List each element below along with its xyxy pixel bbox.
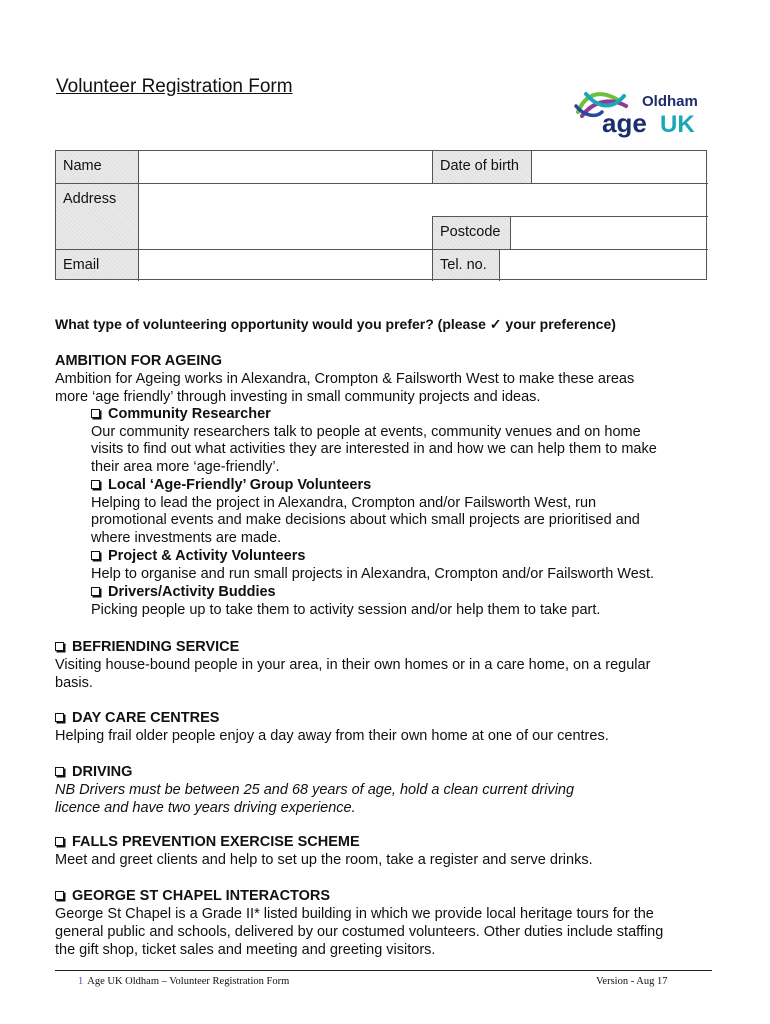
option-drivers-buddies: Drivers/Activity Buddies Picking people up to take them to activity session and/or help them to take part. (91, 584, 601, 618)
postcode-input[interactable] (511, 217, 706, 249)
dob-input[interactable] (532, 151, 706, 183)
option-community-researcher: Community Researcher Our community researchers talk to people at events, community venues and on home visits to find out what activities they are interested in and how we can help them to make their area more ‘age-friendly’. (91, 406, 657, 475)
community-researcher-checkbox[interactable] (91, 409, 100, 418)
registration-table (55, 150, 707, 280)
email-label: Email (56, 250, 138, 279)
logo-age-text: age (602, 108, 647, 138)
ambition-intro: Ambition for Ageing works in Alexandra, Crompton & Failsworth West to make these areas more ‘age friendly’ through investing in small community projects and ideas. (55, 371, 635, 405)
name-input[interactable] (139, 151, 432, 183)
page-number: 1 (78, 976, 84, 987)
dob-label: Date of birth (433, 151, 531, 183)
footer-left: 1 Age UK Oldham – Volunteer Registration Form (78, 976, 290, 987)
day-care-checkbox[interactable] (55, 713, 64, 722)
logo-uk-text: UK (660, 111, 695, 138)
email-input[interactable] (139, 250, 432, 279)
section-driving: DRIVING NB Drivers must be between 25 and 68 years of age, hold a clean current driving licence and have two years driving experience. (55, 764, 575, 816)
footer-divider (55, 970, 712, 971)
section-george-st-chapel: GEORGE ST CHAPEL INTERACTORS George St Chapel is a Grade II* listed building in which we provide local heritage tours for the general public and schools, delivered by our costumed volunteers. Other duties include staffing the gift shop, ticket sales and meeting and greeting visitors. (55, 888, 664, 958)
address-input-line2[interactable] (139, 217, 432, 249)
preference-question: What type of volunteering opportunity would you prefer? (please ✓ your preference) (55, 316, 616, 332)
tel-label: Tel. no. (433, 250, 499, 279)
age-uk-oldham-logo (572, 86, 706, 140)
section-falls-prevention: FALLS PREVENTION EXERCISE SCHEME Meet and greet clients and help to set up the room, take a register and serve drinks. (55, 834, 593, 868)
address-input-line1[interactable] (139, 184, 706, 216)
age-friendly-group-checkbox[interactable] (91, 480, 100, 489)
section-day-care: DAY CARE CENTRES Helping frail older people enjoy a day away from their own home at one of our centres. (55, 710, 609, 744)
drivers-buddies-checkbox[interactable] (91, 587, 100, 596)
george-st-chapel-checkbox[interactable] (55, 891, 64, 900)
ambition-heading: AMBITION FOR AGEING (55, 353, 223, 369)
footer-version: Version - Aug 17 (596, 976, 668, 987)
postcode-label: Postcode (433, 217, 510, 249)
address-label: Address (56, 184, 138, 249)
option-project-activity: Project & Activity Volunteers Help to organise and run small projects in Alexandra, Crompton and/or Failsworth West. (91, 548, 655, 582)
option-age-friendly-group: Local ‘Age-Friendly’ Group Volunteers Helping to lead the project in Alexandra, Crompton and/or Failsworth West, run promotional events and make decisions about which small projects are prioritised and where investments are made. (91, 477, 640, 546)
page-title: Volunteer Registration Form (56, 76, 293, 97)
section-befriending: BEFRIENDING SERVICE Visiting house-bound people in your area, in their own homes or in a care home, on a regular basis. (55, 639, 651, 691)
name-label: Name (56, 151, 138, 183)
tel-input[interactable] (500, 250, 706, 279)
falls-prevention-checkbox[interactable] (55, 837, 64, 846)
logo-oldham-text: Oldham (642, 93, 698, 110)
project-activity-checkbox[interactable] (91, 551, 100, 560)
befriending-checkbox[interactable] (55, 642, 64, 651)
driving-checkbox[interactable] (55, 767, 64, 776)
